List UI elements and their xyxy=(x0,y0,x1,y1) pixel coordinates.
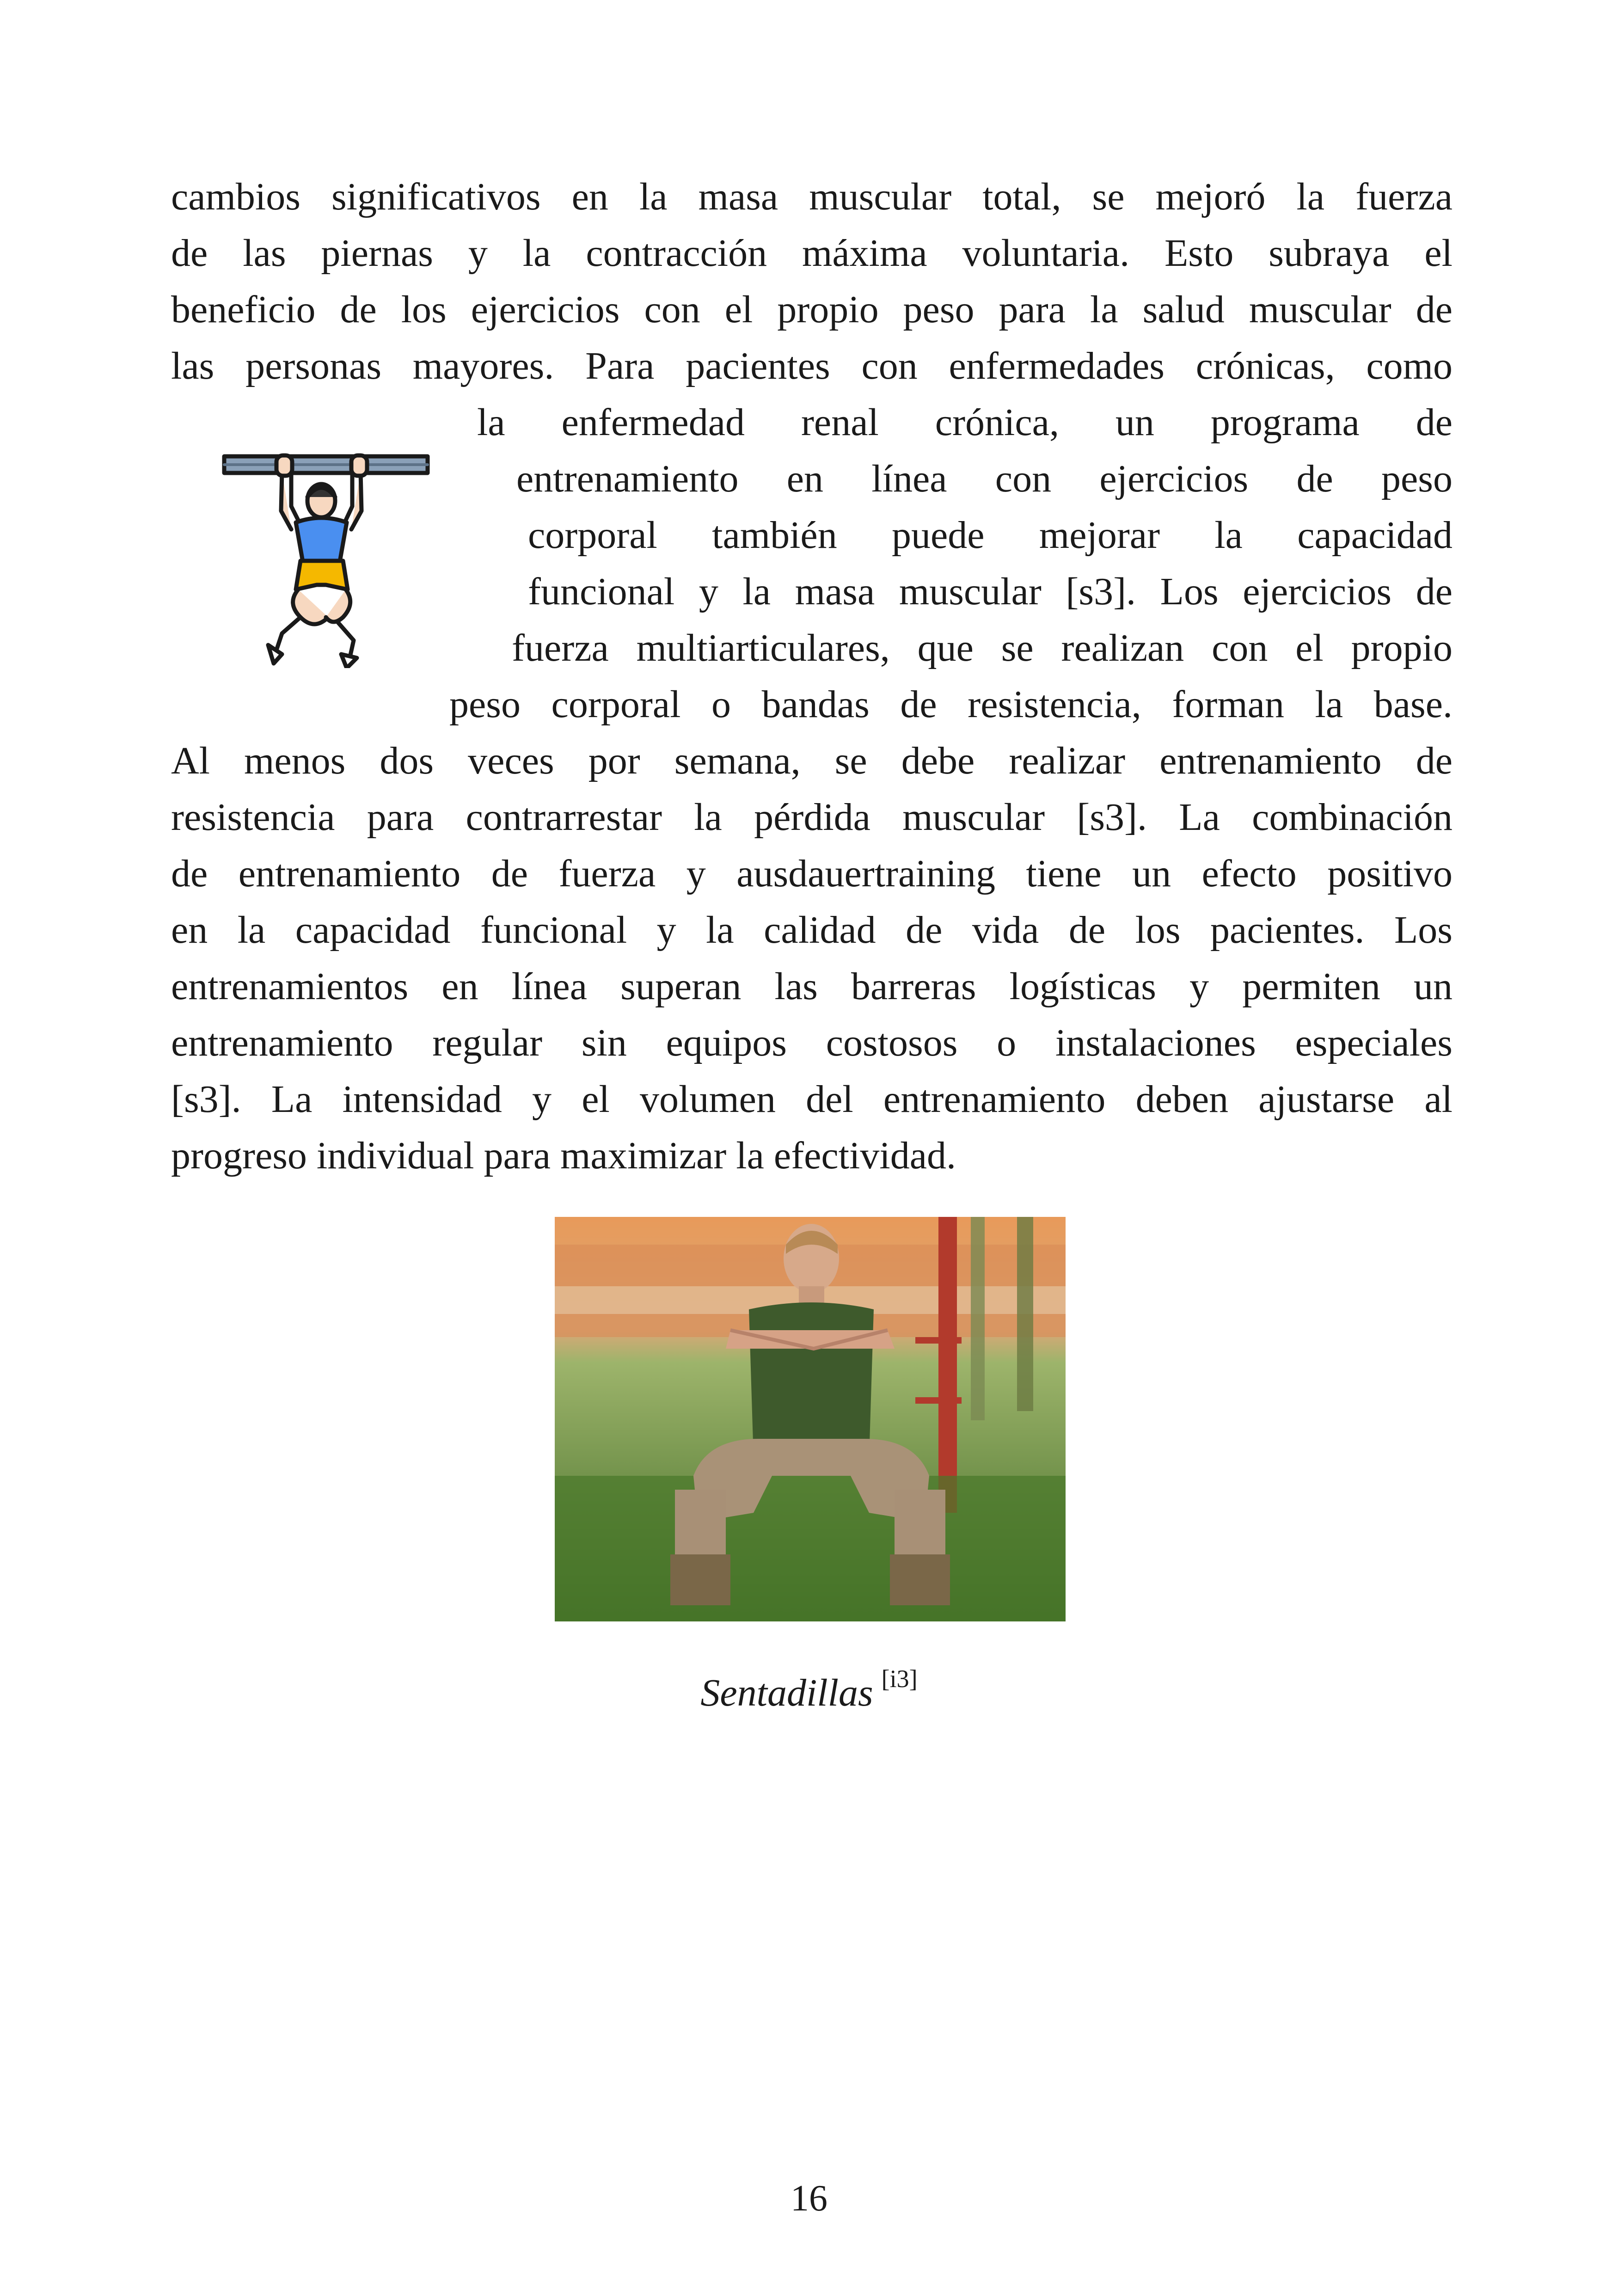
hanging-bar-exercise-icon xyxy=(222,451,435,668)
squat-photo xyxy=(555,1217,1066,1621)
caption-reference: [i3] xyxy=(881,1665,918,1693)
text-line: Al menos dos veces por semana, se debe realizar entrenamiento de xyxy=(171,739,1453,782)
text-line: entrenamientos en línea superan las barreras logísticas y permiten un xyxy=(171,965,1453,1008)
paragraph-top xyxy=(171,169,1453,394)
text-line: corporal también puede mejorar la capacidad xyxy=(528,514,1453,557)
text-line: progreso individual para maximizar la efectividad. xyxy=(171,1134,956,1177)
text-line: la enfermedad renal crónica, un programa de xyxy=(477,401,1453,444)
text-line: resistencia para contrarrestar la pérdida muscular [s3]. La combinación xyxy=(171,796,1453,839)
text-line: entrenamiento regular sin equipos costosos o instalaciones especiales xyxy=(171,1021,1453,1064)
text-line: [s3]. La intensidad y el volumen del entrenamiento deben ajustarse al xyxy=(171,1078,1453,1121)
text-line: en la capacidad funcional y la calidad de vida de los pacientes. Los xyxy=(171,909,1453,952)
text-line: funcional y la masa muscular [s3]. Los ejercicios de xyxy=(528,570,1453,613)
text-line: de las piernas y la contracción máxima voluntaria. Esto subraya el xyxy=(171,232,1453,275)
text-line: de entrenamiento de fuerza y ausdauertraining tiene un efecto positivo xyxy=(171,852,1453,895)
text-line: peso corporal o bandas de resistencia, forman la base. xyxy=(449,683,1453,726)
caption-title: Sentadillas xyxy=(700,1671,873,1714)
text-line: entrenamiento en línea con ejercicios de peso xyxy=(516,457,1453,500)
text-line: cambios significativos en la masa muscular total, se mejoró la fuerza xyxy=(171,175,1453,218)
figure-caption xyxy=(0,1664,1618,1715)
paragraph-bottom xyxy=(171,733,1453,1184)
page-number: 16 xyxy=(791,2178,827,2219)
text-line: las personas mayores. Para pacientes con enfermedades crónicas, como xyxy=(171,344,1453,387)
text-line: beneficio de los ejercicios con el propio peso para la salud muscular de xyxy=(171,288,1453,331)
text-line: fuerza multiarticulares, que se realizan con el propio xyxy=(512,626,1453,669)
